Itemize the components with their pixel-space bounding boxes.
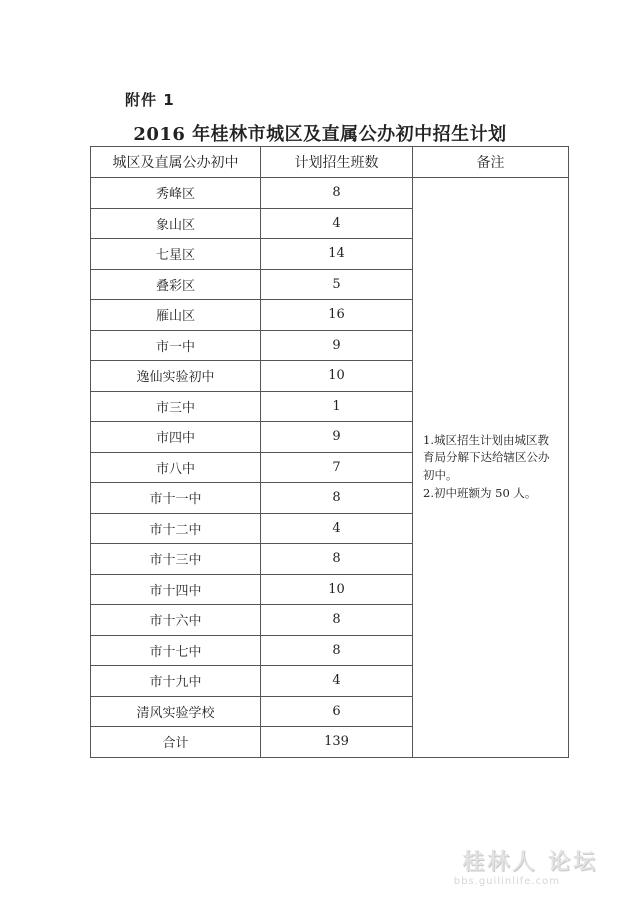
school-name-cell: 叠彩区 [91,269,261,300]
class-count-cell: 4 [261,208,413,239]
school-name-cell: 秀峰区 [91,178,261,209]
class-count-cell: 1 [261,391,413,422]
class-count-cell: 8 [261,544,413,575]
school-name-cell: 市十二中 [91,513,261,544]
class-count-cell: 10 [261,574,413,605]
remark-note: 2.初中班额为 50 人。 [423,486,537,501]
class-count-cell: 4 [261,513,413,544]
school-name-cell: 市十六中 [91,605,261,636]
school-name-cell: 市四中 [91,422,261,453]
class-count-cell: 8 [261,635,413,666]
class-count-cell: 6 [261,696,413,727]
class-count-cell: 4 [261,666,413,697]
school-name-cell: 市十四中 [91,574,261,605]
school-name-cell: 逸仙实验初中 [91,361,261,392]
school-name-cell: 清风实验学校 [91,696,261,727]
table-header-row [91,147,569,178]
class-count-cell: 7 [261,452,413,483]
header-school: 城区及直属公办初中 [91,147,261,178]
school-name-cell: 雁山区 [91,300,261,331]
school-name-cell: 市三中 [91,391,261,422]
class-count-cell: 139 [261,727,413,758]
class-count-cell: 9 [261,330,413,361]
class-count-cell: 14 [261,239,413,270]
school-name-cell: 合计 [91,727,261,758]
class-count-cell: 9 [261,422,413,453]
watermark-logo: 桂林人 论坛 [462,850,598,875]
school-name-cell: 市十三中 [91,544,261,575]
remarks-cell [413,178,569,758]
class-count-cell: 16 [261,300,413,331]
school-name-cell: 市八中 [91,452,261,483]
class-count-cell: 8 [261,178,413,209]
school-name-cell: 七星区 [91,239,261,270]
school-name-cell: 市一中 [91,330,261,361]
table-row [91,178,569,209]
class-count-cell: 10 [261,361,413,392]
table-body [91,178,569,758]
class-count-cell: 5 [261,269,413,300]
class-count-cell: 8 [261,605,413,636]
watermark-url: bbs.guilinlife.com [453,876,560,887]
school-name-cell: 象山区 [91,208,261,239]
attachment-label: 附件 1 [125,91,175,109]
school-name-cell: 市十一中 [91,483,261,514]
remark-note: 1.城区招生计划由城区教育局分解下达给辖区公办初中。 [423,432,550,483]
document-title: 2016 年桂林市城区及直属公办初中招生计划 [133,124,507,145]
header-classes: 计划招生班数 [261,147,413,178]
school-name-cell: 市十七中 [91,635,261,666]
enrollment-plan-table [90,146,569,758]
header-remarks: 备注 [413,147,569,178]
school-name-cell: 市十九中 [91,666,261,697]
class-count-cell: 8 [261,483,413,514]
